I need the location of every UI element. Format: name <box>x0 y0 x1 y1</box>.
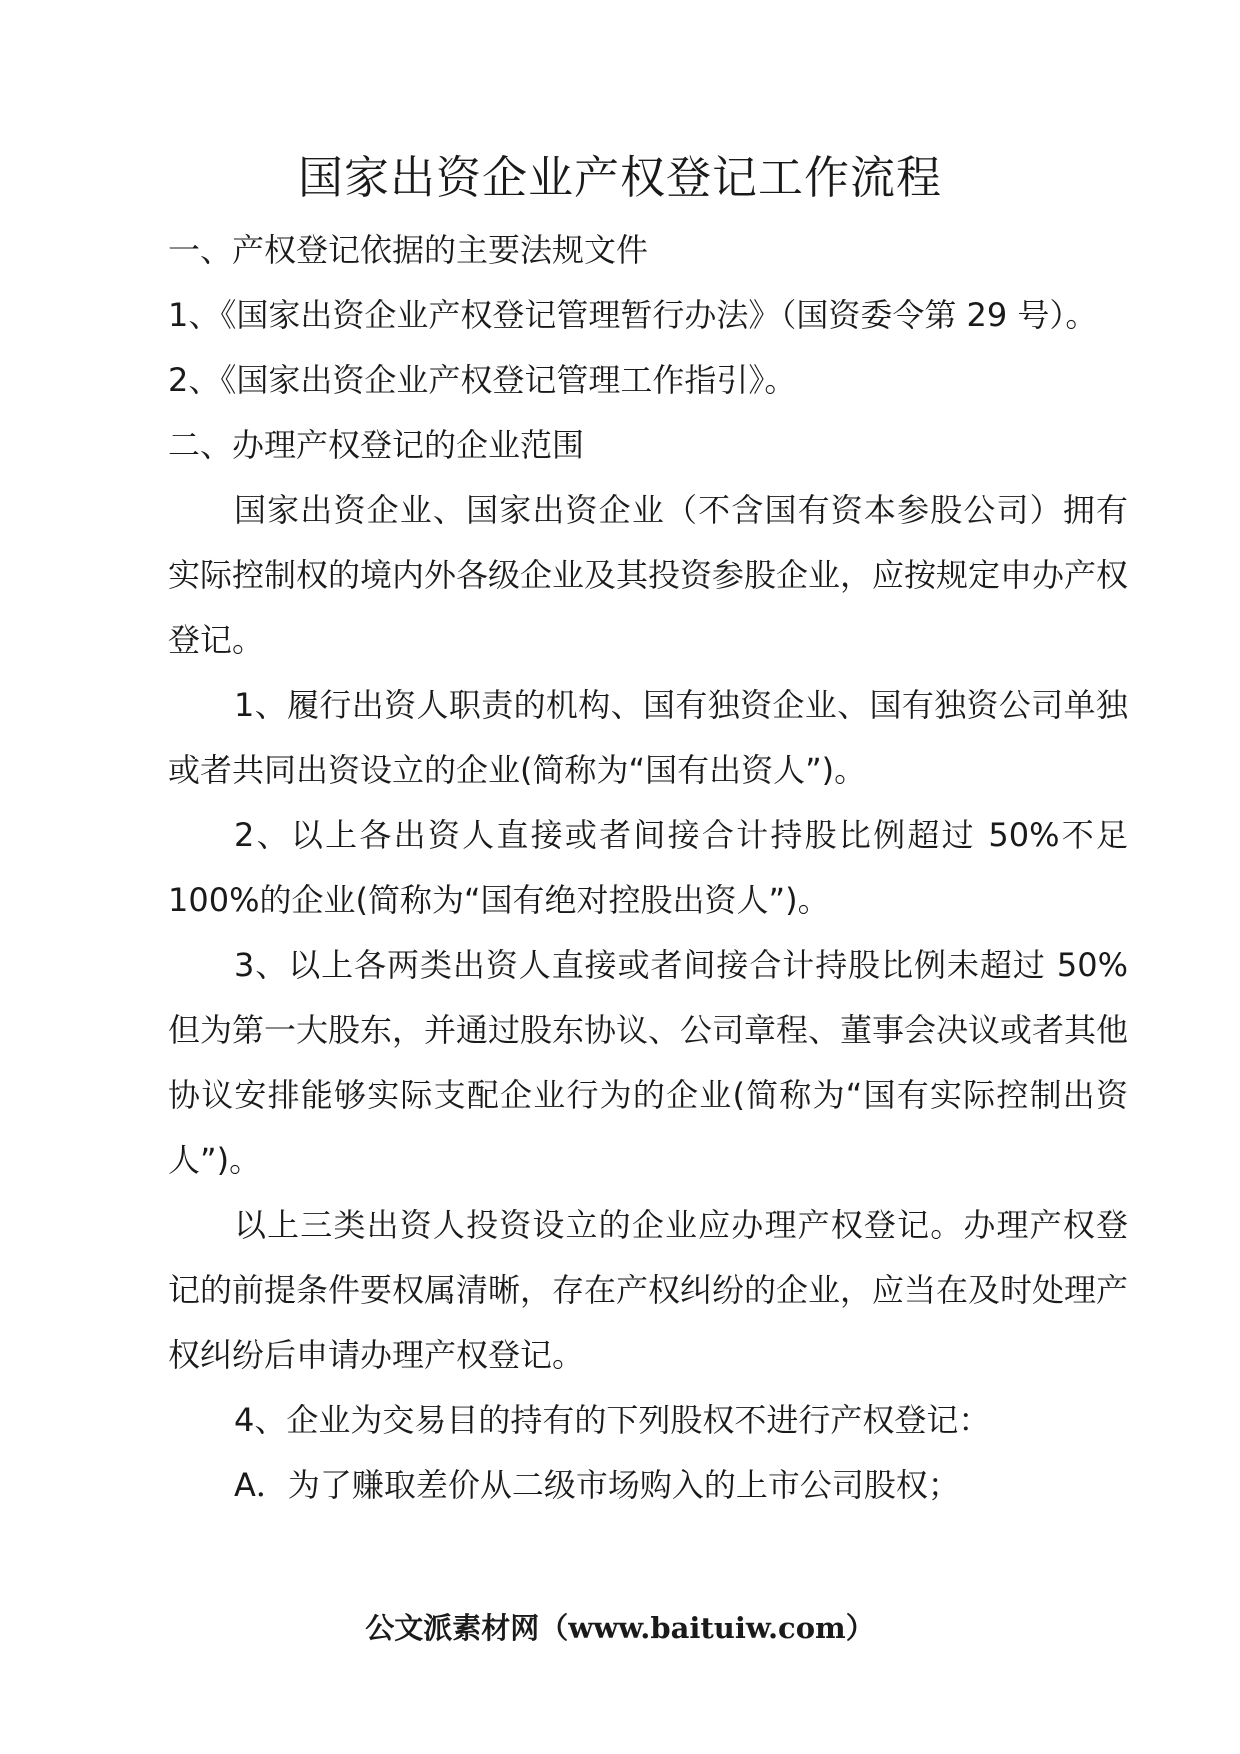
scope-item-2: 2、以上各出资人直接或者间接合计持股比例超过 50%不足 100%的企业(简称为“国有绝对控股出资人”)。 <box>168 816 1128 919</box>
scope-item-4: 4、企业为交易目的持有的下列股权不进行产权登记： <box>234 1401 991 1439</box>
scope-summary-paragraph: 以上三类出资人投资设立的企业应办理产权登记。办理产权登记的前提条件要权属清晰，存在产权纠纷的企业，应当在及时处理产权纠纷后申请办理产权登记。 <box>168 1206 1129 1374</box>
section-heading-1: 一、产权登记依据的主要法规文件 <box>168 231 649 269</box>
scope-paragraph: 国家出资企业、国家出资企业（不含国有资本参股公司）拥有实际控制权的境内外各级企业及其投资参股企业，应按规定申办产权登记。 <box>168 491 1129 659</box>
document-title: 国家出资企业产权登记工作流程 <box>297 151 942 204</box>
footer-watermark: 公文派素材网（www.baituiw.com） <box>365 1611 875 1645</box>
document-body <box>168 218 1128 1518</box>
regulation-item-2: 2、《国家出资企业产权登记管理工作指引》。 <box>168 361 797 399</box>
scope-item-1: 1、履行出资人职责的机构、国有独资企业、国有独资公司单独或者共同出资设立的企业(简称为“国有出资人”)。 <box>168 686 1128 789</box>
regulation-item-1: 1、《国家出资企业产权登记管理暂行办法》（国资委令第 29 号）。 <box>168 296 1098 334</box>
exclusion-item-a: A．为了赚取差价从二级市场购入的上市公司股权； <box>234 1466 960 1504</box>
section-heading-2: 二、办理产权登记的企业范围 <box>168 426 585 464</box>
scope-item-3: 3、以上各两类出资人直接或者间接合计持股比例未超过 50%但为第一大股东，并通过股东协议、公司章程、董事会决议或者其他协议安排能够实际支配企业行为的企业(简称为“国有实际控制出资人”)。 <box>168 946 1129 1179</box>
